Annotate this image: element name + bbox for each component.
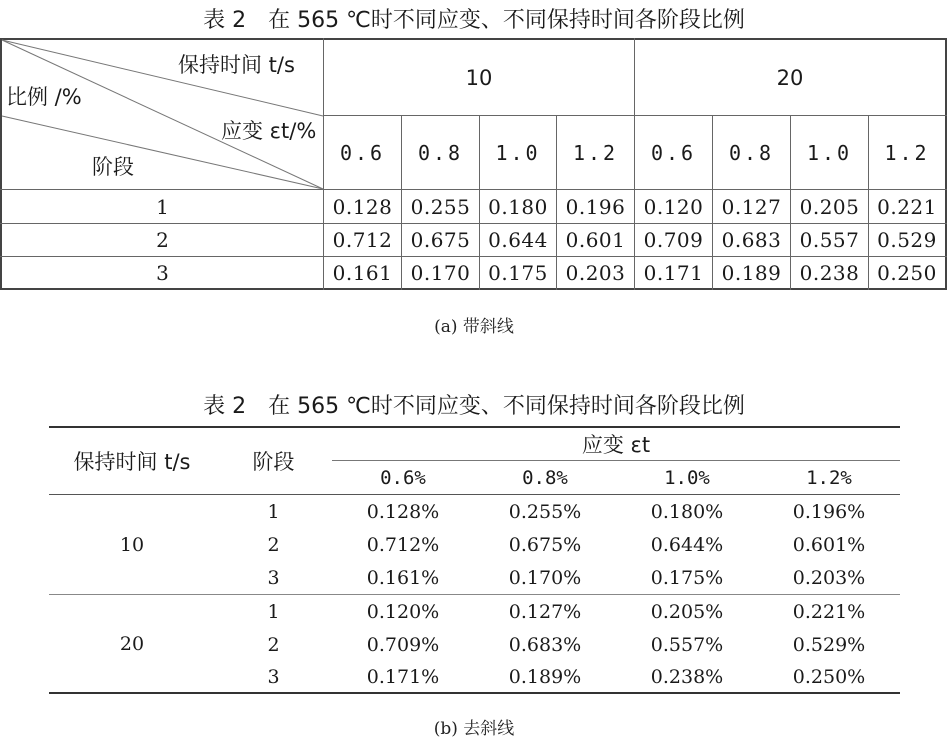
value-cell: 0.255 <box>410 194 471 219</box>
value-cell: 0.557 <box>799 228 860 252</box>
value-cell: 0.128 <box>332 194 393 219</box>
strain-header: 0.8 <box>417 140 464 165</box>
value-cell: 0.161% <box>366 566 440 589</box>
stage-cell: 3 <box>156 260 169 285</box>
strain-header: 1.2 <box>572 140 619 165</box>
value-cell: 0.189% <box>508 665 582 688</box>
value-cell: 0.644 <box>488 228 548 252</box>
value-cell: 0.127% <box>508 600 582 623</box>
value-cell: 0.601% <box>792 533 866 556</box>
value-cell: 0.221% <box>792 600 866 623</box>
strain-header: 应变 εt <box>581 433 651 457</box>
hold-time-header-20: 20 <box>776 65 804 90</box>
value-cell: 0.175% <box>650 566 724 589</box>
corner-strain-label: 应变 εt/% <box>221 119 317 143</box>
value-cell: 0.250 <box>877 260 937 285</box>
value-cell: 0.127 <box>721 194 782 219</box>
value-cell: 0.683% <box>508 633 582 656</box>
strain-subheader: 0.6% <box>380 466 426 489</box>
value-cell: 0.238 <box>799 260 860 285</box>
value-cell: 0.675% <box>508 533 582 556</box>
strain-subheader: 0.8% <box>522 466 568 489</box>
strain-header: 0.8 <box>728 140 775 165</box>
table-b-bottom-rule <box>49 692 900 694</box>
hold-time-cell: 20 <box>119 632 145 655</box>
value-cell: 0.250% <box>792 665 866 688</box>
value-cell: 0.175 <box>488 260 548 285</box>
strain-header: 0.6 <box>339 140 386 165</box>
stage-cell: 3 <box>267 566 280 589</box>
value-cell: 0.221 <box>877 194 937 219</box>
hold-time-cell: 10 <box>119 533 145 556</box>
stage-cell: 1 <box>267 600 280 623</box>
value-cell: 0.675 <box>410 228 471 252</box>
table-b-title: 表 2 在 565 ℃时不同应变、不同保持时间各阶段比例 <box>203 394 745 419</box>
value-cell: 0.180 <box>488 194 548 219</box>
value-cell: 0.529 <box>877 228 937 252</box>
stage-cell: 1 <box>156 194 169 219</box>
value-cell: 0.712 <box>332 228 393 252</box>
stage-cell: 2 <box>267 633 280 656</box>
strain-subheader: 1.2% <box>806 466 852 489</box>
strain-header: 1.0 <box>495 140 541 165</box>
value-cell: 0.529% <box>792 633 866 656</box>
value-cell: 0.189 <box>721 260 782 285</box>
table-a-caption: (a) 带斜线 <box>434 317 514 337</box>
value-cell: 0.120% <box>366 600 440 623</box>
corner-ratio-label: 比例 /% <box>6 85 82 109</box>
value-cell: 0.683 <box>721 228 782 252</box>
value-cell: 0.171 <box>643 260 704 285</box>
value-cell: 0.170 <box>410 260 471 285</box>
value-cell: 0.255% <box>508 500 582 523</box>
value-cell: 0.557% <box>650 633 724 656</box>
table-b-caption: (b) 去斜线 <box>433 719 515 739</box>
corner-stage-label: 阶段 <box>92 155 134 179</box>
value-cell: 0.644% <box>650 533 724 556</box>
value-cell: 0.128% <box>366 500 440 523</box>
corner-hold-time-label: 保持时间 t/s <box>178 53 295 77</box>
stage-cell: 1 <box>267 500 280 523</box>
stage-cell: 3 <box>267 665 280 688</box>
hold-time-header-10: 10 <box>465 65 493 90</box>
value-cell: 0.205 <box>799 194 860 219</box>
strain-header: 0.6 <box>650 140 697 165</box>
value-cell: 0.709% <box>366 633 440 656</box>
value-cell: 0.709 <box>643 228 704 252</box>
stage-cell: 2 <box>156 228 169 252</box>
value-cell: 0.205% <box>650 600 724 623</box>
stage-header: 阶段 <box>252 450 295 474</box>
value-cell: 0.171% <box>366 665 440 688</box>
value-cell: 0.196% <box>792 500 866 523</box>
hold-time-header: 保持时间 t/s <box>73 450 191 474</box>
value-cell: 0.238% <box>650 665 724 688</box>
value-cell: 0.203 <box>565 260 626 285</box>
value-cell: 0.203% <box>792 566 866 589</box>
table-a-title: 表 2 在 565 ℃时不同应变、不同保持时间各阶段比例 <box>203 8 745 33</box>
stage-cell: 2 <box>267 533 280 556</box>
value-cell: 0.196 <box>565 194 626 219</box>
strain-header: 1.0 <box>806 140 853 165</box>
strain-header: 1.2 <box>884 140 930 165</box>
value-cell: 0.601 <box>565 228 626 252</box>
value-cell: 0.712% <box>366 533 440 556</box>
value-cell: 0.161 <box>332 260 393 285</box>
strain-subheader: 1.0% <box>664 466 710 489</box>
value-cell: 0.170% <box>508 566 582 589</box>
value-cell: 0.120 <box>643 194 704 219</box>
value-cell: 0.180% <box>650 500 724 523</box>
